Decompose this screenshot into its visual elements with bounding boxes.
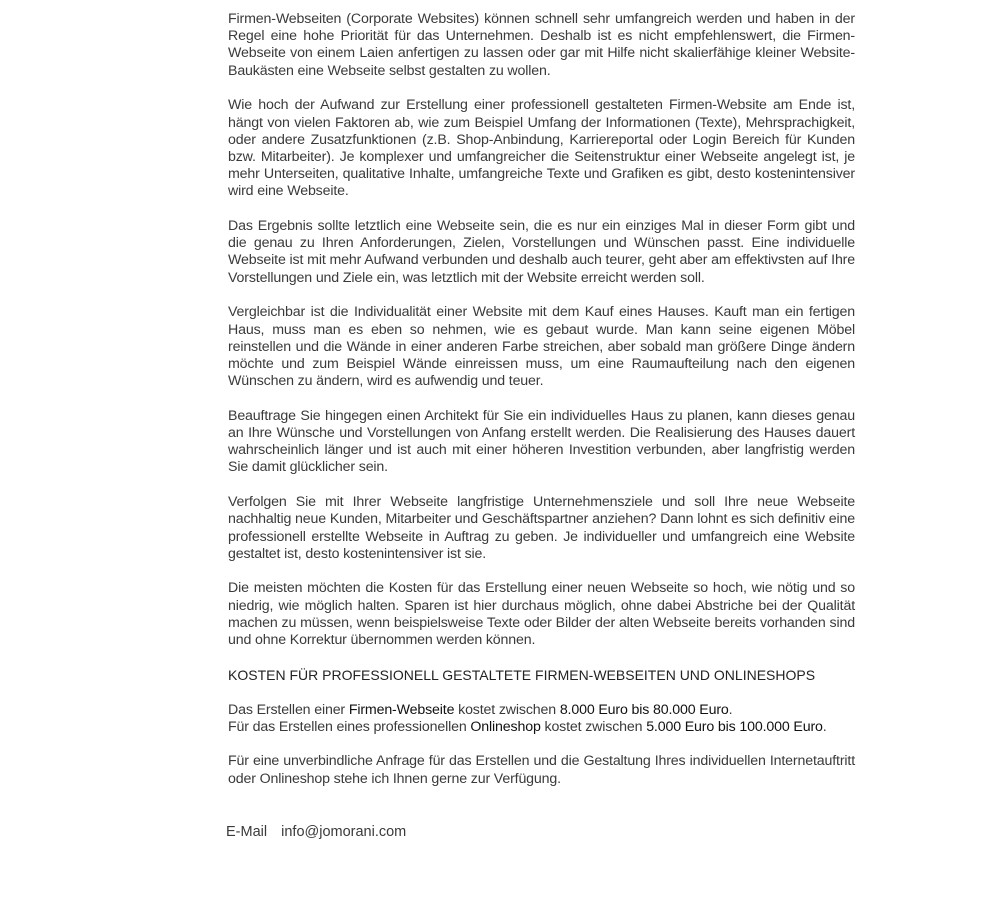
article-body xyxy=(228,11,855,805)
price-line-onlineshop xyxy=(228,719,855,736)
price-line-website xyxy=(228,702,855,719)
price-product: Onlineshop xyxy=(470,718,541,735)
pricing-heading: KOSTEN FÜR PROFESSIONELL GESTALTETE FIRMEN-WEBSEITEN UND ONLINESHOPS xyxy=(228,666,816,683)
price-list xyxy=(228,702,855,736)
email-link[interactable]: info@jomorani.com xyxy=(281,824,407,840)
costs-paragraph: Die meisten möchten die Kosten für das Erstellung einer neuen Webseite so hoch, wie nötig und so niedrig, wie möglich halten. Sparen ist hier durchaus möglich, ohne dabei Abstriche bei der Qualität machen zu müssen, wenn beispielsweise Texte oder Bilder der alten Webseite bereits vorhanden sind und ohne Korrektur übernommen werden können. xyxy=(228,580,855,649)
price-prefix: Das Erstellen einer xyxy=(228,701,349,718)
price-range: 5.000 Euro bis 100.000 Euro xyxy=(646,718,823,735)
effort-paragraph: Wie hoch der Aufwand zur Erstellung einer professionell gestalteten Firmen-Website am Ende ist, hängt von vielen Faktoren ab, wie zum Beispiel Umfang der Informationen (Texte), Mehrsprachigkeit, oder andere Zusatzfunktionen (z.B. Shop-Anbindung, Karriereportal oder Login Bereich für Kunden bzw. Mitarbeiter). Je komplexer und umfangreicher die Seitenstruktur einer Webseite angelegt ist, je mehr Unterseiten, qualitative Inhalte, umfangreiche Texte und Grafiken es gibt, desto kostenintensiver wird eine Webseite. xyxy=(228,97,855,200)
price-product: Firmen-Webseite xyxy=(348,701,455,718)
price-suffix: . xyxy=(822,718,827,735)
house-comparison-paragraph: Vergleichbar ist die Individualität einer Website mit dem Kauf eines Hauses. Kauft man ein fertigen Haus, muss man es eben so nehmen, wie es gebaut wurde. Man kann seine eigenen Möbel reinstellen und die Wände in einer anderen Farbe streichen, aber sobald man größere Dinge ändern möchte und zum Beispiel Wände einreissen muss, um eine Raumaufteilung nach den eigenen Wünschen zu ändern, wird es aufwendig und teuer. xyxy=(228,304,855,390)
architect-paragraph: Beauftrage Sie hingegen einen Architekt für Sie ein individuelles Haus zu planen, kann dieses genau an Ihre Wünsche und Vorstellungen von Anfang erstellt werden. Die Realisierung des Hauses dauert wahrscheinlich länger und ist auch mit einer höheren Investition verbunden, aber langfristig werden Sie damit glücklicher sein. xyxy=(228,407,855,476)
closing-paragraph: Für eine unverbindliche Anfrage für das Erstellen und die Gestaltung Ihres individuellen Internetauftritt oder Onlineshop stehe ich Ihnen gerne zur Verfügung. xyxy=(228,753,855,787)
price-prefix: Für das Erstellen eines professionellen xyxy=(228,718,471,735)
result-paragraph: Das Ergebnis sollte letztlich eine Webseite sein, die es nur ein einziges Mal in dieser Form gibt und die genau zu Ihren Anforderungen, Zielen, Vorstellungen und Wünschen passt. Eine individuelle Webseite ist mit mehr Aufwand verbunden und deshalb auch teurer, geht aber am effektivsten auf Ihre Vorstellungen und Ziele ein, was letztlich mit der Website erreicht werden soll. xyxy=(228,218,855,286)
intro-paragraph: Firmen-Webseiten (Corporate Websites) können schnell sehr umfangreich werden und haben in der Regel eine hohe Priorität für das Unternehmen. Deshalb ist es nicht empfehlenswert, die Firmen-Webseite von einem Laien anfertigen zu lassen oder gar mit Hilfe nicht skalierfähige kleiner Website-Baukästen eine Webseite selbst gestalten zu wollen. xyxy=(228,11,855,79)
price-suffix: . xyxy=(728,701,733,718)
price-middle: kostet zwischen xyxy=(540,718,647,735)
contact-line xyxy=(226,824,406,840)
price-middle: kostet zwischen xyxy=(454,701,560,718)
goals-paragraph: Verfolgen Sie mit Ihrer Webseite langfristige Unternehmensziele und soll Ihre neue Webseite nachhaltig neue Kunden, Mitarbeiter und Geschäftspartner anziehen? Dann lohnt es sich definitiv eine professionell erstellte Webseite in Auftrag zu geben. Je individueller und umfangreich eine Website gestaltet ist, desto kostenintensiver ist sie. xyxy=(228,494,855,562)
price-range: 8.000 Euro bis 80.000 Euro xyxy=(559,701,729,718)
email-label: E-Mail xyxy=(226,824,268,840)
